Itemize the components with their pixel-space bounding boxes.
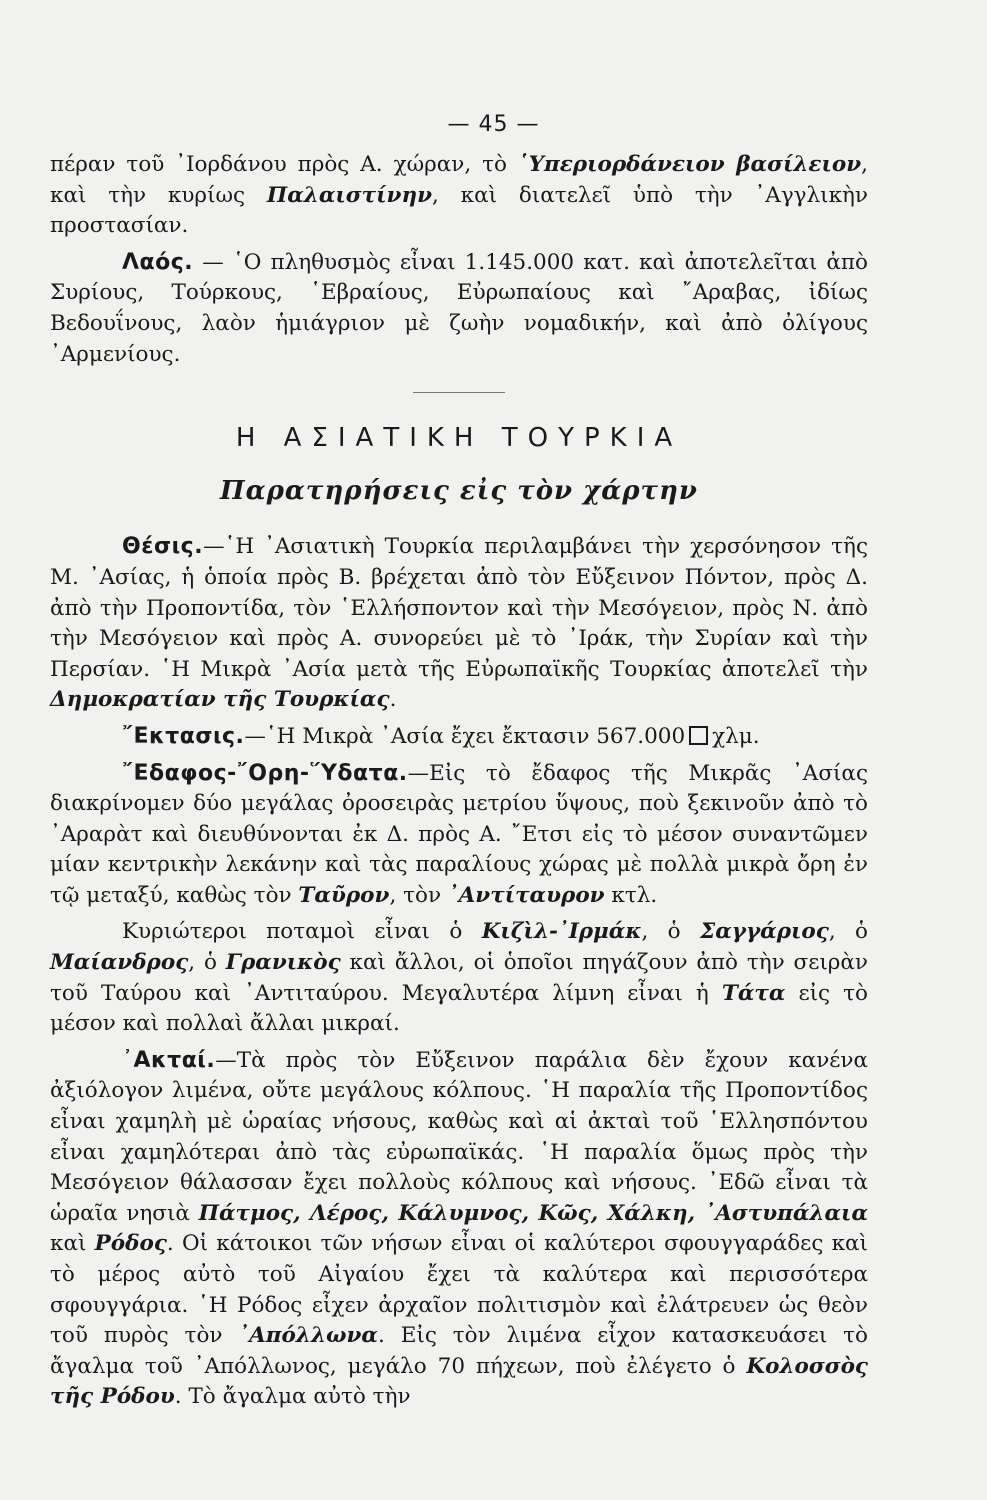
- emphasis-tata: Τάτα: [721, 980, 786, 1006]
- emphasis-colossus: Κολοσσὸς τῆς Ρόδου: [50, 1353, 868, 1410]
- section-title: Η ΑΣΙΑΤΙΚΗ ΤΟΥΡΚΙΑ: [235, 423, 683, 454]
- terrain-paragraph: ῎Εδαφος-῎Ορη-῞Υδατα.—Εἰς τὸ ἔδαφος τῆς Μικρᾶς ᾿Ασίας διακρίνομεν δύο μεγάλας ὀροσειρὰς μετρίου ὕψους, ποὺ ξεκινοῦν ἀπὸ τὸ ᾿Αραρὰτ καὶ διευθύνονται ἐκ Δ. πρὸς Α. ῎Ετσι εἰς τὸ μέσον συναντῶμεν μίαν κεντρικὴν λεκάνην καὶ τὰς παραλίους χώρας μὲ πολλὰ μικρὰ ὄρη ἐν τῷ μεταξύ, καθὼς τὸν Ταῦρον, τὸν ᾿Αντίταυρον κτλ.: [50, 760, 868, 908]
- emphasis-maiandros: Μαίανδρος: [50, 950, 189, 976]
- area-heading: ῎Εκτασις.: [122, 723, 245, 749]
- emphasis-islands: Πάτμος, Λέρος, Κάλυμνος, Κῶς, Χάλκη, ᾿Αστυπάλαια: [198, 1200, 869, 1226]
- emphasis-granikos: Γρανικὸς: [225, 950, 341, 976]
- emphasis-transjordan: ῾Υπεριορδάνειον βασίλειον: [517, 152, 862, 177]
- population-paragraph: Λαός. — ῾Ο πληθυσμὸς εἶναι 1.145.000 κατ. καὶ ἀποτελεῖται ἀπὸ Συρίους, Τούρκους, ῾Εβραίους, Εὐρωπαίους καὶ ῎Αραβας, ἰδίως Βεδουΐνους, λαὸν ἡμιάγριον μὲ ζωὴν νομαδικήν, καὶ ἀπὸ ὀλίγους ᾿Αρμενίους.: [50, 249, 868, 367]
- terrain-heading: ῎Εδαφος-῎Ορη-῞Υδατα.: [122, 760, 408, 786]
- emphasis-antitaurus: ᾿Αντίταυρον: [447, 882, 605, 908]
- intro-paragraph: πέραν τοῦ ᾿Ιορδάνου πρὸς Α. χώραν, τὸ ῾Υπεριορδάνειον βασίλειον, καὶ τὴν κυρίως Παλαιστίνην, καὶ διατελεῖ ὑπὸ τὴν ᾿Αγγλικὴν προστασίαν.: [50, 152, 868, 239]
- emphasis-taurus: Ταῦρον: [298, 882, 390, 908]
- page-body: [50, 150, 868, 1419]
- population-heading: Λαός.: [122, 249, 194, 275]
- section-subtitle: Παρατηρήσεις εἰς τὸν χάρτην: [220, 475, 698, 506]
- position-heading: Θέσις.: [122, 534, 204, 560]
- emphasis-rhodes: Ρόδος: [94, 1231, 167, 1257]
- area-paragraph: ῎Εκτασις.—῾Η Μικρὰ ᾿Ασία ἔχει ἔκτασιν 567.000 χλμ.: [122, 723, 760, 749]
- coasts-heading: ᾿Ακταί.: [122, 1047, 216, 1073]
- emphasis-sangarios: Σαγγάριος: [700, 919, 829, 945]
- page-number: — 45 —: [447, 112, 540, 137]
- section-divider: [413, 392, 505, 393]
- rivers-paragraph: Κυριώτεροι ποταμοὶ εἶναι ὁ Κιζὶλ-᾿Ιρμάκ, ὁ Σαγγάριος, ὁ Μαίανδρος, ὁ Γρανικὸς καὶ ἄλλοι, οἱ ὁποῖοι πηγάζουν ἀπὸ τὴν σειρὰν τοῦ Ταύρου καὶ ᾿Αντιταύρου. Μεγαλυτέρα λίμνη εἶναι ἡ Τάτα εἰς τὸ μέσον καὶ πολλαὶ ἄλλαι μικραί.: [50, 919, 868, 1037]
- emphasis-palestine: Παλαιστίνην: [266, 182, 432, 208]
- square-symbol-icon: [689, 726, 708, 745]
- emphasis-apollo: ᾿Απόλλωνα: [238, 1323, 378, 1349]
- emphasis-kizil-irmak: Κιζὶλ-᾿Ιρμάκ: [481, 919, 642, 945]
- coasts-paragraph: ᾿Ακταί.—Τὰ πρὸς τὸν Εὔξεινον παράλια δὲν ἔχουν κανένα ἀξιόλογον λιμένα, οὔτε μεγάλους κόλπους. ῾Η παραλία τῆς Προποντίδος εἶναι χαμηλὴ μὲ ὡραίας νήσους, καθὼς καὶ αἱ ἀκταὶ τοῦ ῾Ελλησπόντου εἶναι χαμηλότεραι ἀπὸ τὰς εὐρωπαϊκάς. ῾Η παραλία ὅμως πρὸς τὴν Μεσόγειον θάλασσαν ἔχει πολλοὺς κόλπους καὶ νήσους. ᾿Εδῶ εἶναι τὰ ὡραῖα νησιὰ Πάτμος, Λέρος, Κάλυμνος, Κῶς, Χάλκη, ᾿Αστυπάλαια καὶ Ρόδος. Οἱ κάτοικοι τῶν νήσων εἶναι οἱ καλύτεροι σφουγγαράδες καὶ τὸ μέρος αὐτὸ τοῦ Αἰγαίου ἔχει τὰ καλύτερα καὶ περισσότερα σφουγγάρια. ῾Η Ρόδος εἶχεν ἀρχαῖον πολιτισμὸν καὶ ἐλάτρευεν ὡς θεὸν τοῦ πυρὸς τὸν ᾿Απόλλωνα. Εἰς τὸν λιμένα εἶχον κατασκευάσει τὸ ἄγαλμα τοῦ ᾿Απόλλωνος, μεγάλο 70 πήχεων, ποὺ ἐλέγετο ὁ Κολοσσὸς τῆς Ρόδου. Τὸ ἄγαλμα αὐτὸ τὴν: [50, 1047, 869, 1410]
- position-paragraph: Θέσις.—῾Η ᾿Ασιατικὴ Τουρκία περιλαμβάνει τὴν χερσόνησον τῆς Μ. ᾿Ασίας, ἡ ὁποία πρὸς Β. βρέχεται ἀπὸ τὸν Εὔξεινον Πόντον, πρὸς Δ. ἀπὸ τὴν Προποντίδα, τὸν ῾Ελλήσποντον καὶ τὴν Μεσόγειον, πρὸς Ν. ἀπὸ τὴν Μεσόγειον καὶ πρὸς Α. συνορεύει μὲ τὸ ᾿Ιράκ, τὴν Συρίαν καὶ τὴν Περσίαν. ῾Η Μικρὰ ᾿Ασία μετὰ τῆς Εὐρωπαϊκῆς Τουρκίας ἀποτελεῖ τὴν Δημοκρατίαν τῆς Τουρκίας.: [50, 534, 868, 713]
- emphasis-republic-turkey: Δημοκρατίαν τῆς Τουρκίας: [50, 687, 390, 713]
